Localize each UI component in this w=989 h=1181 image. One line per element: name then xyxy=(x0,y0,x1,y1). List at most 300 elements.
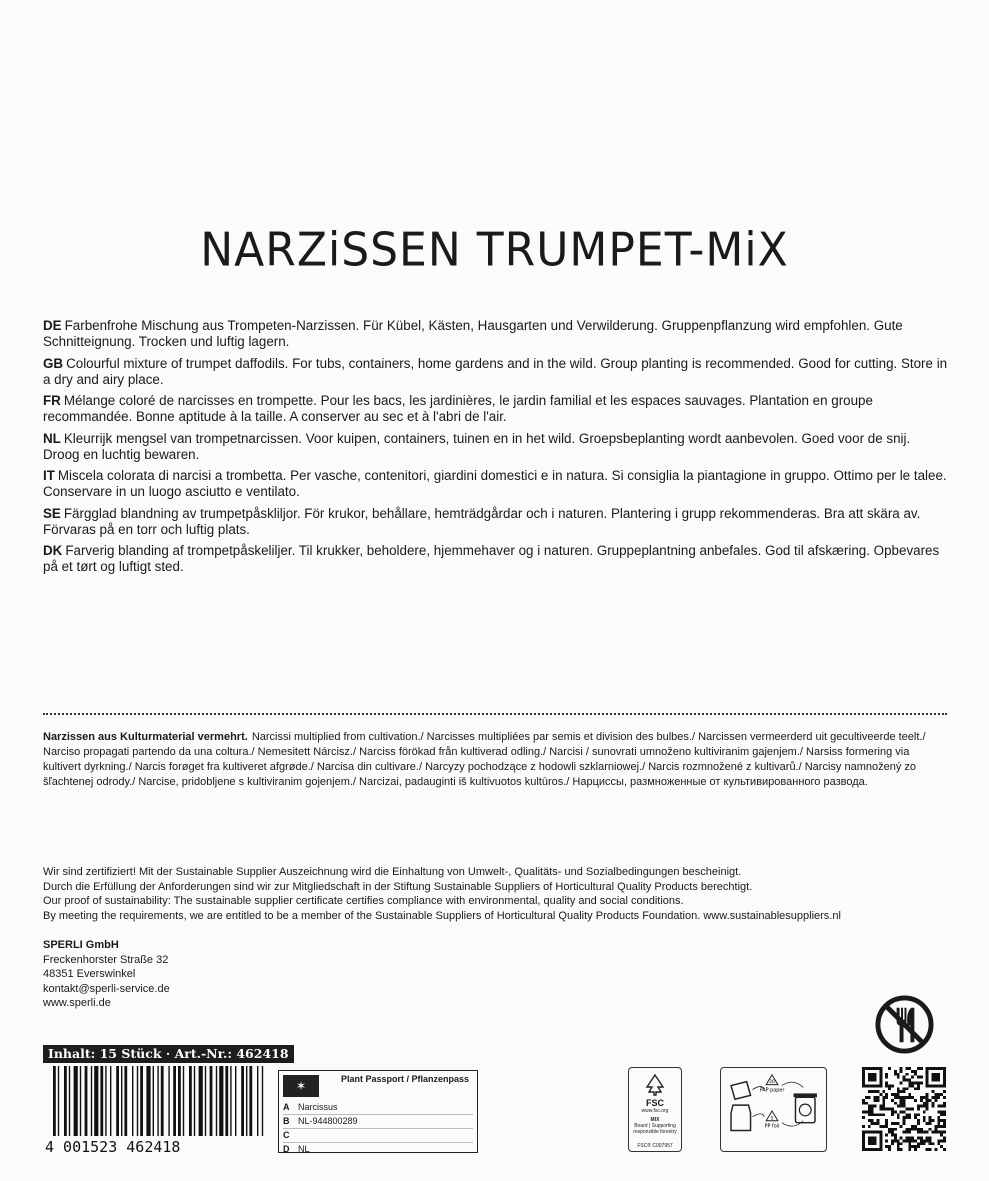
qr-cell xyxy=(905,1137,908,1140)
barcode-bar xyxy=(183,1066,184,1136)
qr-cell xyxy=(923,1116,926,1119)
no-fork-knife-icon xyxy=(873,993,936,1056)
qr-cell xyxy=(862,1084,865,1087)
barcode-bar xyxy=(189,1066,192,1136)
qr-cell xyxy=(862,1081,865,1084)
qr-cell xyxy=(926,1073,929,1076)
qr-cell xyxy=(937,1084,940,1087)
barcode-bar xyxy=(137,1066,138,1136)
qr-cell xyxy=(882,1108,885,1111)
qr-cell xyxy=(862,1116,865,1119)
qr-cell xyxy=(917,1081,920,1084)
qr-cell xyxy=(937,1076,940,1079)
qr-cell xyxy=(868,1137,871,1140)
pap-code: 20 xyxy=(769,1080,775,1086)
qr-cell xyxy=(888,1108,891,1111)
description-se xyxy=(43,506,948,538)
qr-cell xyxy=(894,1122,897,1125)
qr-cell xyxy=(929,1084,932,1087)
qr-cell xyxy=(926,1067,929,1070)
qr-cell xyxy=(882,1113,885,1116)
origin-text: Narcissi multiplied from cultivation./ Narcisses multipliées par semis et division des bulbes./ Narcissen vermeerderd uit gecultiveerde teelt./ Narciso propagati partendo da una coltura./ Nemesitett Nárcisz./ Narciss förökad från kultiverad odling./ Narcisi / sunovrati umnoženo kultiviranim gajenjem./ Narsiss formering via kultivert dyrkning./ Narcis forøget fra kultiveret afgrøde./ Narcisa din cultivare./ Narcyzy pochodzące z hodowli szklarniowej./ Narcis rozmnožené z kultivarů./ Narcisy namnožený zo šľachtenej odrody./ Narcise, pridobljene s kultiviranim gojenjem./ Narcizai, padauginti iš kultivuotos kultūros./ Нарциссы, размноженные от культивированного развода. xyxy=(43,731,926,788)
qr-cell xyxy=(943,1096,946,1099)
qr-cell xyxy=(908,1145,911,1148)
qr-cell xyxy=(908,1131,911,1134)
qr-cell xyxy=(862,1125,865,1128)
qr-cell xyxy=(894,1070,897,1073)
qr-cell xyxy=(937,1131,940,1134)
qr-cell xyxy=(923,1096,926,1099)
qr-cell xyxy=(868,1076,871,1079)
qr-cell xyxy=(903,1090,906,1093)
qr-cell xyxy=(926,1084,929,1087)
qr-cell xyxy=(905,1113,908,1116)
qr-cell xyxy=(897,1139,900,1142)
qr-cell xyxy=(882,1125,885,1128)
street: Freckenhorster Straße 32 xyxy=(43,953,169,966)
pp-code: 5 xyxy=(770,1116,774,1122)
qr-cell xyxy=(926,1139,929,1142)
row-key: D xyxy=(283,1144,290,1154)
qr-cell xyxy=(934,1128,937,1131)
qr-cell xyxy=(865,1148,868,1151)
language-descriptions xyxy=(43,318,948,581)
qr-cell xyxy=(868,1084,871,1087)
qr-cell xyxy=(871,1079,874,1082)
qr-cell xyxy=(876,1113,879,1116)
qr-cell xyxy=(879,1067,882,1070)
qr-cell xyxy=(905,1067,908,1070)
qr-cell xyxy=(868,1139,871,1142)
qr-cell xyxy=(900,1125,903,1128)
qr-cell xyxy=(868,1067,871,1070)
qr-cell xyxy=(903,1139,906,1142)
qr-cell xyxy=(868,1105,871,1108)
qr-cell xyxy=(943,1137,946,1140)
qr-cell xyxy=(905,1139,908,1142)
qr-cell xyxy=(914,1148,917,1151)
qr-cell xyxy=(920,1137,923,1140)
qr-cell xyxy=(874,1131,877,1134)
qr-cell xyxy=(920,1139,923,1142)
qr-cell xyxy=(885,1122,888,1125)
qr-cell xyxy=(897,1087,900,1090)
qr-cell xyxy=(937,1110,940,1113)
qr-cell xyxy=(932,1090,935,1093)
qr-cell xyxy=(882,1105,885,1108)
qr-cell xyxy=(871,1073,874,1076)
qr-cell xyxy=(917,1113,920,1116)
qr-cell xyxy=(900,1099,903,1102)
qr-cell xyxy=(862,1067,865,1070)
qr-cell xyxy=(862,1110,865,1113)
qr-cell xyxy=(908,1093,911,1096)
qr-cell xyxy=(874,1105,877,1108)
qr-cell xyxy=(932,1076,935,1079)
qr-cell xyxy=(943,1090,946,1093)
qr-cell xyxy=(891,1110,894,1113)
qr-cell xyxy=(900,1070,903,1073)
qr-cell xyxy=(923,1119,926,1122)
qr-cell xyxy=(932,1142,935,1145)
qr-cell xyxy=(908,1137,911,1140)
qr-cell xyxy=(871,1142,874,1145)
qr-cell xyxy=(917,1076,920,1079)
fsc-logo-text: FSC xyxy=(646,1098,664,1108)
qr-cell xyxy=(897,1090,900,1093)
barcode-bar xyxy=(53,1066,56,1136)
qr-cell xyxy=(897,1076,900,1079)
qr-cell xyxy=(871,1108,874,1111)
qr-cell xyxy=(879,1145,882,1148)
qr-cell xyxy=(911,1081,914,1084)
qr-cell xyxy=(885,1139,888,1142)
eu-flag-icon: ✶ xyxy=(283,1075,319,1097)
qr-cell xyxy=(871,1110,874,1113)
qr-cell xyxy=(911,1137,914,1140)
qr-cell xyxy=(900,1137,903,1140)
qr-cell xyxy=(879,1131,882,1134)
passport-title: Plant Passport / Pflanzenpass xyxy=(341,1074,470,1084)
qr-cell xyxy=(868,1073,871,1076)
qr-cell xyxy=(900,1148,903,1151)
description-text: Kleurrijk mengsel van trompetnarcissen. Voor kuipen, containers, tuinen en in het wild. Groepsbeplanting wordt aanbevolen. Goed voor de snij. Droog en luchtig bewaren. xyxy=(43,430,911,462)
qr-cell xyxy=(929,1116,932,1119)
qr-cell xyxy=(882,1090,885,1093)
qr-cell xyxy=(932,1067,935,1070)
qr-cell xyxy=(940,1139,943,1142)
qr-cell xyxy=(862,1070,865,1073)
qr-cell xyxy=(894,1139,897,1142)
barcode-bar xyxy=(69,1066,70,1136)
qr-cell xyxy=(911,1139,914,1142)
qr-cell xyxy=(908,1142,911,1145)
description-text: Mélange coloré de narcisses en trompette. Pour les bacs, les jardinières, le jardin familial et les espaces sauvages. Plantation en groupe recommandée. Bonne aptitude à la taille. A conserver au sec et à l'abri de l'air. xyxy=(43,393,873,424)
origin-statement xyxy=(43,730,948,790)
qr-cell xyxy=(868,1119,871,1122)
fsc-mix: MIX xyxy=(650,1117,660,1123)
qr-cell xyxy=(914,1087,917,1090)
qr-cell xyxy=(929,1122,932,1125)
qr-cell xyxy=(940,1131,943,1134)
qr-cell xyxy=(932,1084,935,1087)
qr-cell xyxy=(879,1079,882,1082)
qr-cell xyxy=(917,1119,920,1122)
qr-cell xyxy=(874,1079,877,1082)
content-label: Inhalt: 15 Stück · Art.-Nr.: 462418 xyxy=(43,1045,294,1063)
row-key: A xyxy=(283,1102,290,1112)
qr-cell xyxy=(876,1119,879,1122)
qr-cell xyxy=(879,1108,882,1111)
qr-cell xyxy=(917,1084,920,1087)
qr-cell xyxy=(891,1084,894,1087)
row-value: NL-944800289 xyxy=(298,1116,358,1126)
qr-cell xyxy=(926,1102,929,1105)
qr-cell xyxy=(934,1096,937,1099)
qr-cell xyxy=(865,1131,868,1134)
qr-cell xyxy=(903,1102,906,1105)
qr-cell xyxy=(879,1125,882,1128)
qr-cell xyxy=(894,1128,897,1131)
qr-cell xyxy=(940,1110,943,1113)
barcode-bar xyxy=(262,1066,263,1136)
qr-cell xyxy=(868,1110,871,1113)
barcode-bar xyxy=(116,1066,119,1136)
qr-cell xyxy=(937,1073,940,1076)
barcode-bar xyxy=(210,1066,213,1136)
qr-cell xyxy=(929,1137,932,1140)
qr-cell xyxy=(943,1148,946,1151)
qr-cell xyxy=(874,1084,877,1087)
fsc-code: FSC® C007957 xyxy=(637,1143,673,1149)
qr-cell xyxy=(940,1125,943,1128)
barcode-bar xyxy=(241,1066,244,1136)
description-text: Colourful mixture of trumpet daffodils. For tubs, containers, home gardens and in the wild. Group planting is recommended. Good for cutting. Store in a dry and airy place. xyxy=(43,355,948,387)
qr-cell xyxy=(862,1134,865,1137)
barcode-bar xyxy=(140,1066,143,1136)
qr-cell xyxy=(926,1096,929,1099)
qr-cell xyxy=(891,1128,894,1131)
qr-cell xyxy=(943,1073,946,1076)
qr-cell xyxy=(871,1067,874,1070)
qr-cell xyxy=(940,1119,943,1122)
qr-cell xyxy=(926,1122,929,1125)
barcode-bar xyxy=(178,1066,181,1136)
language-code: IT xyxy=(43,468,55,483)
qr-cell xyxy=(911,1070,914,1073)
qr-code xyxy=(862,1067,946,1151)
barcode-bar xyxy=(225,1066,228,1136)
barcode-bar xyxy=(58,1066,59,1136)
qr-cell xyxy=(874,1090,877,1093)
qr-cell xyxy=(874,1148,877,1151)
qr-cell xyxy=(911,1096,914,1099)
dotted-divider xyxy=(43,713,947,715)
qr-cell xyxy=(874,1137,877,1140)
qr-cell xyxy=(905,1073,908,1076)
row-value: Narcissus xyxy=(298,1102,338,1112)
qr-cell xyxy=(932,1073,935,1076)
qr-cell xyxy=(888,1067,891,1070)
qr-cell xyxy=(929,1119,932,1122)
qr-cell xyxy=(874,1099,877,1102)
qr-cell xyxy=(871,1122,874,1125)
barcode-bar xyxy=(257,1066,258,1136)
qr-cell xyxy=(937,1139,940,1142)
qr-cell xyxy=(929,1128,932,1131)
qr-cell xyxy=(888,1131,891,1134)
description-text: Miscela colorata di narcisi a trombetta. Per vasche, contenitori, giardini domestici e in natura. Si consiglia la piantagione in gruppo. Ottimo per le talee. Conservare in un luogo asciutto e ventilato. xyxy=(43,468,947,499)
qr-cell xyxy=(914,1125,917,1128)
qr-cell xyxy=(888,1128,891,1131)
qr-cell xyxy=(897,1116,900,1119)
qr-cell xyxy=(934,1073,937,1076)
qr-cell xyxy=(920,1105,923,1108)
qr-cell xyxy=(929,1142,932,1145)
qr-cell xyxy=(905,1096,908,1099)
barcode-bar xyxy=(74,1066,78,1136)
qr-cell xyxy=(897,1148,900,1151)
qr-cell xyxy=(932,1119,935,1122)
company-address xyxy=(43,938,170,1011)
qr-cell xyxy=(882,1102,885,1105)
qr-cell xyxy=(937,1142,940,1145)
description-nl xyxy=(43,431,948,463)
qr-cell xyxy=(874,1076,877,1079)
qr-cell xyxy=(943,1113,946,1116)
barcode xyxy=(43,1066,268,1156)
cert-line: By meeting the requirements, we are entitled to be a member of the Sustainable Suppliers of Horticultural Quality Products Foundation. www.sustainablesuppliers.nl xyxy=(43,909,841,922)
qr-cell xyxy=(897,1073,900,1076)
qr-cell xyxy=(885,1125,888,1128)
qr-cell xyxy=(905,1087,908,1090)
description-text: Farverig blanding af trompetpåskeliljer. Til krukker, beholdere, hjemmehaver og i naturen. Gruppeplantning anbefales. God til afskæring. Opbevares på et tørt og luftigt sted. xyxy=(43,543,940,574)
city: 48351 Everswinkel xyxy=(43,968,136,980)
qr-cell xyxy=(862,1079,865,1082)
qr-cell xyxy=(937,1105,940,1108)
qr-cell xyxy=(937,1125,940,1128)
qr-cell xyxy=(874,1139,877,1142)
qr-cell xyxy=(917,1131,920,1134)
qr-cell xyxy=(920,1142,923,1145)
qr-cell xyxy=(879,1142,882,1145)
qr-cell xyxy=(897,1105,900,1108)
qr-cell xyxy=(874,1067,877,1070)
qr-cell xyxy=(914,1139,917,1142)
qr-cell xyxy=(934,1148,937,1151)
qr-cell xyxy=(876,1122,879,1125)
qr-cell xyxy=(908,1096,911,1099)
qr-cell xyxy=(943,1119,946,1122)
qr-cell xyxy=(871,1137,874,1140)
qr-cell xyxy=(876,1148,879,1151)
qr-cell xyxy=(894,1096,897,1099)
barcode-bar xyxy=(94,1066,98,1136)
qr-cell xyxy=(894,1134,897,1137)
barcode-bar xyxy=(161,1066,164,1136)
qr-cell xyxy=(891,1099,894,1102)
qr-cell xyxy=(943,1067,946,1070)
qr-cell xyxy=(868,1148,871,1151)
qr-cell xyxy=(862,1142,865,1145)
qr-cell xyxy=(926,1105,929,1108)
fsc-url: www.fsc.org xyxy=(641,1108,669,1114)
recycling-icon xyxy=(720,1067,827,1152)
qr-cell xyxy=(868,1096,871,1099)
qr-cell xyxy=(871,1113,874,1116)
qr-cell xyxy=(888,1145,891,1148)
fsc-label xyxy=(628,1067,682,1152)
qr-cell xyxy=(888,1148,891,1151)
qr-cell xyxy=(917,1067,920,1070)
barcode-bar xyxy=(80,1066,81,1136)
qr-cell xyxy=(911,1128,914,1131)
barcode-bar xyxy=(219,1066,223,1136)
pap-label: PAP paper xyxy=(759,1087,785,1094)
qr-cell xyxy=(862,1076,865,1079)
qr-cell xyxy=(879,1139,882,1142)
barcode-bar xyxy=(100,1066,103,1136)
qr-cell xyxy=(905,1108,908,1111)
description-fr xyxy=(43,393,948,425)
qr-cell xyxy=(940,1067,943,1070)
qr-cell xyxy=(943,1125,946,1128)
barcode-bar xyxy=(246,1066,247,1136)
qr-cell xyxy=(888,1087,891,1090)
certification-text xyxy=(43,865,948,923)
qr-cell xyxy=(862,1137,865,1140)
website: www.sperli.de xyxy=(43,997,111,1009)
row-value: NL xyxy=(298,1144,310,1154)
qr-cell xyxy=(932,1079,935,1082)
qr-cell xyxy=(876,1131,879,1134)
qr-cell xyxy=(865,1102,868,1105)
description-text: Farbenfrohe Mischung aus Trompeten-Narzissen. Für Kübel, Kästen, Hausgarten und Verwilderung. Gruppenpflanzung wird empfohlen. Gute Schnitteignung. Trocken und luftig lagern. xyxy=(43,318,903,349)
qr-cell xyxy=(934,1076,937,1079)
qr-cell xyxy=(917,1128,920,1131)
language-code: DE xyxy=(43,318,62,333)
qr-cell xyxy=(943,1081,946,1084)
qr-cell xyxy=(911,1076,914,1079)
passport-row xyxy=(283,1142,473,1156)
qr-cell xyxy=(882,1096,885,1099)
qr-cell xyxy=(885,1076,888,1079)
qr-cell xyxy=(862,1145,865,1148)
qr-cell xyxy=(934,1131,937,1134)
qr-cell xyxy=(905,1131,908,1134)
qr-cell xyxy=(943,1139,946,1142)
qr-cell xyxy=(940,1093,943,1096)
barcode-bar xyxy=(235,1066,236,1136)
qr-cell xyxy=(876,1067,879,1070)
qr-cell xyxy=(943,1122,946,1125)
qr-cell xyxy=(885,1145,888,1148)
qr-cell xyxy=(862,1102,865,1105)
qr-cell xyxy=(926,1131,929,1134)
qr-cell xyxy=(908,1139,911,1142)
qr-cell xyxy=(879,1093,882,1096)
qr-cell xyxy=(940,1134,943,1137)
qr-cell xyxy=(888,1084,891,1087)
qr-cell xyxy=(903,1116,906,1119)
barcode-bar xyxy=(194,1066,195,1136)
qr-cell xyxy=(926,1108,929,1111)
qr-cell xyxy=(903,1119,906,1122)
qr-cell xyxy=(905,1116,908,1119)
qr-cell xyxy=(937,1122,940,1125)
qr-cell xyxy=(929,1148,932,1151)
barcode-bar xyxy=(168,1066,169,1136)
qr-cell xyxy=(920,1096,923,1099)
qr-cell xyxy=(885,1073,888,1076)
qr-cell xyxy=(908,1079,911,1082)
qr-cell xyxy=(908,1113,911,1116)
qr-cell xyxy=(903,1087,906,1090)
fsc-desc: Board | Supporting responsible forestry xyxy=(633,1123,677,1135)
qr-cell xyxy=(868,1079,871,1082)
qr-cell xyxy=(885,1084,888,1087)
qr-cell xyxy=(862,1139,865,1142)
language-code: GB xyxy=(43,355,64,371)
qr-cell xyxy=(885,1134,888,1137)
qr-cell xyxy=(903,1110,906,1113)
qr-cell xyxy=(885,1108,888,1111)
qr-cell xyxy=(926,1079,929,1082)
qr-cell xyxy=(926,1070,929,1073)
barcode-bar xyxy=(205,1066,206,1136)
qr-cell xyxy=(865,1096,868,1099)
qr-cell xyxy=(874,1142,877,1145)
